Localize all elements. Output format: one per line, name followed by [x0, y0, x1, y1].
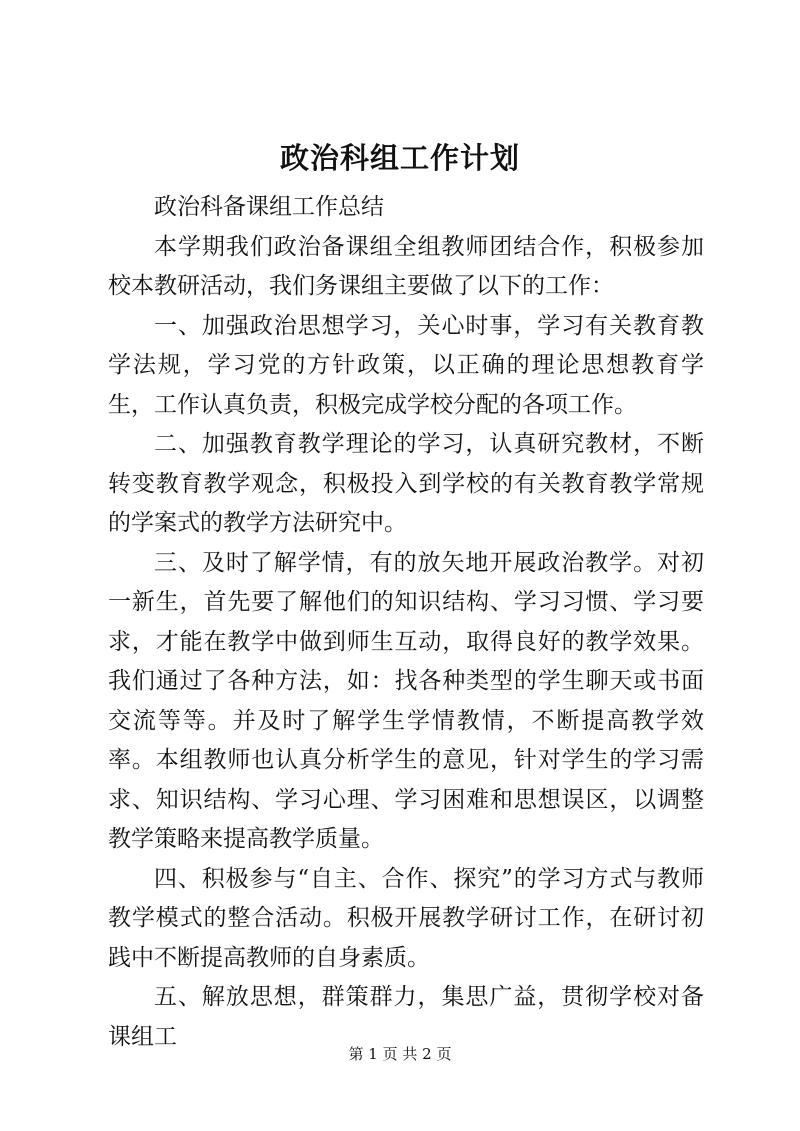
- document-body: [108, 188, 704, 1057]
- paragraph-intro: 本学期我们政治备课组全组教师团结合作，积极参加校本教研活动，我们务课组主要做了以下的工作：: [108, 233, 704, 299]
- paragraph-item-1: 一、加强政治思想学习，关心时事，学习有关教育教学法规，学习党的方针政策，以正确的理论思想教育学生，工作认真负责，积极完成学校分配的各项工作。: [108, 312, 704, 418]
- page-title: 政治科组工作计划: [279, 141, 520, 175]
- paragraph-item-4: 四、积极参与“自主、合作、探究”的学习方式与教师教学模式的整合活动。积极开展教学研讨工作，在研讨初践中不断提高教师的自身素质。: [108, 865, 704, 971]
- paragraph-item-5: 五、解放思想，群策群力，集思广益，贯彻学校对备课组工: [108, 984, 704, 1050]
- paragraph-item-2: 二、加强教育教学理论的学习，认真研究教材，不断转变教育教学观念，积极投入到学校的有关教育教学常规的学案式的教学方法研究中。: [108, 431, 704, 536]
- page-number-footer: 第 1 页 共 2 页: [348, 1045, 452, 1063]
- paragraph-subtitle: 政治科备课组工作总结: [154, 194, 384, 220]
- paragraph-item-3: 三、及时了解学情，有的放矢地开展政治教学。对初一新生，首先要了解他们的知识结构、学习习惯、学习要求，才能在教学中做到师生互动，取得良好的教学效果。我们通过了各种方法，如：找各种类型的学生聊天或书面交流等等。并及时了解学生学情教情，不断提高教学效率。本组教师也认真分析学生的意见，针对学生的学习需求、知识结构、学习心理、学习困难和思想误区，以调整教学策略来提高教学质量。: [108, 549, 704, 852]
